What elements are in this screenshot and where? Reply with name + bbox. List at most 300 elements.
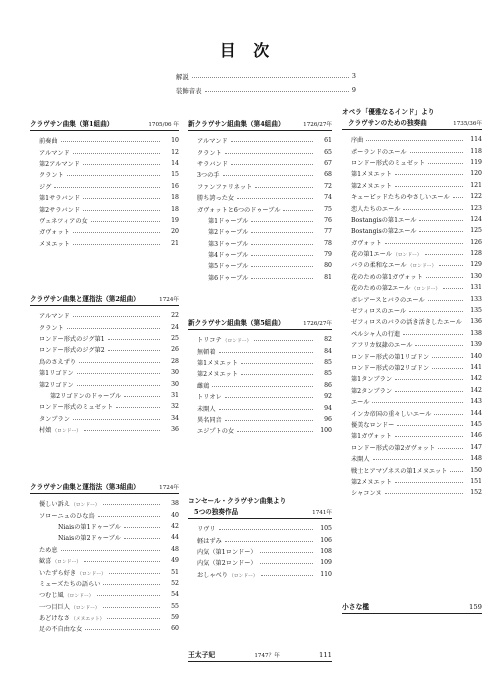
entry-title-text: つむじ風	[39, 592, 64, 600]
toc-entry[interactable]	[188, 238, 332, 249]
toc-entry[interactable]	[188, 215, 332, 226]
entry-title-text: 第1タンブラン	[351, 376, 393, 384]
entry-title	[351, 135, 363, 144]
dot-leader	[432, 368, 463, 369]
entry-page: 60	[171, 625, 179, 633]
toc-entry[interactable]	[342, 407, 482, 418]
entry-form-note: （ロンドー）	[392, 253, 422, 259]
toc-entry[interactable]	[342, 214, 482, 225]
entry-page: 120	[470, 170, 482, 178]
toc-entry[interactable]	[30, 521, 179, 532]
dot-leader	[255, 187, 313, 188]
entry-title-text: リヴリ	[197, 526, 216, 534]
small-cage-entry[interactable]	[342, 601, 482, 614]
entry-title-text: ガヴォット	[39, 229, 70, 237]
dot-leader	[73, 153, 160, 154]
toc-entry[interactable]	[30, 498, 179, 509]
toc-entry[interactable]	[30, 390, 179, 401]
entry-title-text: ポーランドのエール	[351, 148, 407, 156]
entry-page: 16	[171, 182, 179, 190]
dot-leader	[124, 538, 160, 539]
entry-title-text: Niaisの第2ドゥーブル	[58, 535, 121, 543]
toc-entry[interactable]	[30, 378, 179, 389]
toc-entry[interactable]	[30, 566, 179, 577]
toc-entry[interactable]	[342, 453, 482, 464]
dot-leader	[372, 402, 463, 403]
entry-title	[351, 295, 425, 304]
toc-entry[interactable]	[30, 544, 179, 555]
entry-title-text: 鳥のさえずり	[39, 358, 77, 366]
toc-entry[interactable]	[188, 523, 332, 534]
toc-entry[interactable]	[30, 215, 179, 226]
dot-leader	[73, 244, 160, 245]
entry-title	[39, 239, 70, 248]
toc-column-2d	[188, 649, 332, 662]
entry-title-text: アフリカ奴隷のエール	[351, 342, 413, 350]
toc-entry[interactable]	[342, 157, 482, 168]
toc-entry[interactable]	[342, 305, 482, 316]
toc-entry[interactable]	[342, 293, 482, 304]
entry-title	[39, 499, 100, 508]
toc-entry[interactable]	[342, 248, 482, 259]
entry-page: 96	[324, 415, 332, 423]
dot-leader	[73, 419, 160, 420]
entry-title	[208, 216, 248, 225]
entry-form-note: （ロンドー）	[407, 264, 437, 270]
dot-leader	[251, 244, 313, 245]
dot-leader	[67, 175, 160, 176]
toc-entry[interactable]	[188, 425, 332, 436]
entry-page: 20	[171, 228, 179, 236]
dot-leader	[98, 516, 160, 517]
toc-entry[interactable]	[30, 321, 179, 332]
toc-entry[interactable]	[30, 181, 179, 192]
dot-leader	[261, 575, 313, 576]
entry-page: 126	[470, 238, 482, 246]
toc-entry[interactable]	[30, 310, 179, 321]
dot-leader	[432, 357, 463, 358]
toc-entry[interactable]	[342, 442, 482, 453]
entry-title-text: サラバンド	[197, 160, 228, 168]
dot-leader	[260, 552, 313, 553]
dot-leader	[426, 277, 463, 278]
dauphine-entry[interactable]	[188, 649, 332, 662]
entry-page: 42	[171, 522, 179, 530]
entry-page: 123	[470, 204, 482, 212]
entry-page: 59	[171, 614, 179, 622]
toc-entry[interactable]	[188, 334, 332, 345]
dot-leader	[231, 164, 313, 165]
entry-title	[197, 205, 280, 214]
toc-entry[interactable]	[30, 532, 179, 543]
toc-entry[interactable]	[188, 146, 332, 157]
dot-leader	[409, 311, 463, 312]
entry-page: 147	[470, 443, 482, 451]
dot-leader	[419, 231, 463, 232]
toc-entry[interactable]	[188, 414, 332, 425]
entry-title-text: ソローニュのひな鳥	[39, 512, 95, 520]
toc-entry[interactable]	[188, 260, 332, 271]
entry-title-text: 花のための第2エール	[351, 285, 411, 293]
toc-entry[interactable]	[342, 339, 482, 350]
toc-entry[interactable]	[30, 413, 179, 424]
entry-page: 119	[470, 158, 482, 166]
entry-page: 3	[351, 72, 356, 80]
entry-page: 65	[324, 148, 332, 156]
toc-entry[interactable]	[342, 134, 482, 145]
dot-leader	[385, 493, 463, 494]
entry-title-text: 第4ドゥーブル	[208, 252, 249, 260]
entry-title	[39, 193, 80, 202]
toc-entry[interactable]	[342, 237, 482, 248]
toc-entry[interactable]	[342, 362, 482, 373]
section-heading	[188, 118, 332, 131]
entry-page: 75	[324, 205, 332, 213]
entry-title	[197, 182, 252, 191]
entry-title-text: メヌエット	[39, 240, 70, 248]
toc-entry[interactable]	[188, 203, 332, 214]
toc-entry[interactable]	[30, 192, 179, 203]
toc-column-3b	[342, 601, 482, 614]
entry-title-text: 第5ドゥーブル	[208, 263, 249, 271]
section-heading	[342, 117, 482, 130]
toc-entry[interactable]	[30, 203, 179, 214]
entry-page: 48	[171, 545, 179, 553]
entry-page: 121	[470, 181, 482, 189]
toc-entry[interactable]	[30, 226, 179, 237]
toc-entry[interactable]	[342, 350, 482, 361]
entry-form-note: （ロンドー）	[52, 560, 82, 566]
entry-title	[39, 345, 105, 354]
entry-title	[351, 420, 394, 429]
dot-leader	[73, 316, 160, 317]
entry-title	[351, 477, 392, 486]
entry-title-text: ため息	[39, 546, 58, 554]
section-title: 新クラヴサン組曲集（第4組曲）	[188, 120, 285, 128]
entry-page: 135	[470, 307, 482, 315]
dot-leader	[237, 431, 313, 432]
toc-entry[interactable]	[342, 464, 482, 475]
toc-entry[interactable]	[188, 557, 332, 568]
toc-entry[interactable]	[188, 546, 332, 557]
toc-entry[interactable]	[188, 368, 332, 379]
section-title: 新クラヴサン組曲集（第5組曲）	[188, 319, 285, 327]
entry-title-text: いたずら好き	[39, 569, 77, 577]
entry-title-text: 戦士とアマゾネスの第1メヌエット	[351, 467, 448, 475]
dot-leader	[91, 221, 160, 222]
entry-title-text: ミューズたちの語らい	[39, 580, 101, 588]
toc-entry[interactable]	[342, 419, 482, 430]
dot-leader	[415, 345, 463, 346]
toc-entry[interactable]	[188, 345, 332, 356]
dot-leader	[254, 340, 313, 341]
toc-entry[interactable]	[342, 271, 482, 282]
entry-form-note: （ロンドー）	[64, 594, 94, 600]
toc-entry[interactable]	[342, 476, 482, 487]
concert-section	[188, 496, 332, 580]
entry-page: 72	[324, 182, 332, 190]
entry-page: 55	[171, 602, 179, 610]
entry-title	[351, 158, 425, 167]
entry-year: 1747？年	[254, 653, 280, 659]
toc-entry[interactable]	[188, 181, 332, 192]
entry-page: 148	[470, 455, 482, 463]
entry-title-text: 優美なロンドー	[351, 421, 395, 429]
entry-title	[351, 466, 447, 475]
toc-entry[interactable]	[30, 146, 179, 157]
entry-title	[39, 323, 64, 332]
dot-leader	[225, 397, 313, 398]
entry-form-note: （ロンドー）	[222, 339, 252, 345]
entry-page: 111	[319, 651, 332, 659]
dot-leader	[419, 220, 463, 221]
section-heading	[30, 118, 179, 131]
toc-entry[interactable]	[188, 249, 332, 260]
toc-column-2b	[188, 317, 332, 437]
toc-entry[interactable]	[342, 430, 482, 441]
dot-leader	[395, 174, 463, 175]
entry-title-text: ロンドー形式のミュゼット	[39, 404, 114, 412]
entry-page: 159	[469, 603, 482, 611]
toc-entry[interactable]	[30, 356, 179, 367]
toc-entry[interactable]	[342, 225, 482, 236]
toc-entry[interactable]	[188, 534, 332, 545]
toc-entry[interactable]	[30, 555, 179, 566]
entry-title-text: ファンファリネット	[197, 183, 253, 191]
dot-leader	[231, 141, 313, 142]
dot-leader	[223, 175, 314, 176]
toc-entry[interactable]	[30, 158, 179, 169]
entry-page: 145	[470, 420, 482, 428]
toc-entry[interactable]	[30, 601, 179, 612]
toc-entry[interactable]	[188, 158, 332, 169]
entry-title	[351, 329, 400, 338]
toc-entry[interactable]	[342, 202, 482, 213]
entry-title	[39, 568, 106, 577]
toc-entry[interactable]	[188, 272, 332, 283]
dot-leader	[108, 350, 160, 351]
entry-page: 81	[324, 273, 332, 281]
entry-title	[351, 397, 369, 406]
toc-column-1c	[30, 481, 179, 635]
entry-page: 144	[470, 409, 482, 417]
dot-leader	[439, 265, 463, 266]
entry-title-text: 第1メヌエット	[197, 359, 238, 367]
entry-page: 21	[171, 239, 179, 247]
entry-title	[197, 536, 222, 545]
entry-page: 136	[470, 318, 482, 326]
toc-entry[interactable]	[188, 169, 332, 180]
toc-entry[interactable]	[30, 135, 179, 146]
entry-title	[39, 227, 70, 236]
entry-title-text: おしゃべり	[197, 571, 228, 579]
toc-entry[interactable]	[30, 238, 179, 249]
dot-leader	[124, 527, 160, 528]
entry-title-text: ゼフィロスのバラの活き活きしたエール	[351, 319, 462, 327]
entry-page: 38	[171, 500, 179, 508]
dot-leader	[366, 140, 463, 141]
entry-title-text: ガヴォット	[351, 239, 382, 247]
entry-title-text: ロンドー形式の第2リゴドン	[351, 365, 430, 372]
entry-title-text: ペルシャ人の行進	[351, 330, 401, 338]
dot-leader	[107, 618, 160, 619]
entry-title	[351, 215, 416, 224]
toc-entry[interactable]	[30, 169, 179, 180]
section-heading	[188, 317, 332, 330]
toc-entry[interactable]	[30, 424, 179, 435]
dot-leader	[84, 430, 160, 431]
intro-list	[176, 69, 356, 97]
toc-entry[interactable]	[342, 316, 482, 327]
toc-entry[interactable]	[342, 385, 482, 396]
entry-title	[50, 391, 121, 400]
entry-page: 131	[470, 284, 482, 292]
dot-leader	[83, 198, 160, 199]
entry-page: 108	[320, 547, 332, 555]
dot-leader	[103, 584, 160, 585]
toc-column-3	[342, 107, 482, 499]
entry-page: 130	[470, 272, 482, 280]
toc-entry[interactable]	[342, 328, 482, 339]
entry-title-text: 前奏曲	[39, 138, 58, 146]
entry-form-note: （ロンドー）	[52, 429, 82, 435]
entry-page: 18	[171, 205, 179, 213]
toc-entry[interactable]	[30, 589, 179, 600]
entry-title-text: 内気（第2ロンドー）	[197, 560, 257, 568]
dot-leader	[453, 197, 463, 198]
toc-entry-commentary[interactable]	[176, 69, 356, 83]
dot-leader	[403, 209, 463, 210]
entry-title-text: Niaisの第1ドゥーブル	[58, 523, 121, 531]
entry-title-text: 第2ドゥーブル	[208, 229, 249, 237]
toc-entry[interactable]	[30, 612, 179, 623]
entry-title-text: ロンドー形式の第2ガヴォット	[351, 444, 436, 452]
entry-title-text: トリオレ	[197, 394, 222, 402]
section-preheading: コンセール・クラヴサン曲集より	[188, 497, 287, 505]
entry-page: 54	[171, 591, 179, 599]
entry-title-text: 無頓着	[197, 348, 216, 356]
dot-leader	[83, 164, 160, 165]
section-year: 1724年	[159, 485, 179, 491]
entry-page: 142	[470, 386, 482, 394]
entry-page: 118	[470, 147, 482, 155]
toc-entry[interactable]	[30, 578, 179, 589]
toc-entry[interactable]	[342, 145, 482, 156]
entry-page: 139	[470, 341, 482, 349]
entry-title-text: 未開人	[197, 405, 216, 413]
toc-entry[interactable]	[188, 569, 332, 580]
entry-title	[351, 374, 392, 383]
entry-title	[208, 261, 248, 270]
toc-entry[interactable]	[188, 226, 332, 237]
toc-entry[interactable]	[188, 391, 332, 402]
entry-page: 114	[470, 136, 482, 144]
toc-entry[interactable]	[30, 344, 179, 355]
entry-form-note: （ロンドー）	[70, 605, 100, 611]
entry-title	[197, 392, 222, 401]
dot-leader	[251, 221, 313, 222]
entry-title-text: 3つの手	[197, 172, 220, 180]
toc-entry[interactable]	[30, 509, 179, 520]
toc-entry[interactable]	[342, 180, 482, 191]
entry-title	[39, 205, 80, 214]
toc-entry[interactable]	[342, 282, 482, 293]
toc-entry[interactable]	[30, 333, 179, 344]
entry-title	[197, 159, 228, 168]
entry-page: 122	[470, 193, 482, 201]
entry-title-text: 恋人たちのエール	[351, 205, 401, 213]
entry-page: 79	[324, 251, 332, 259]
entry-title-text: Bostangisの第2エール	[351, 228, 417, 236]
toc-column-1b	[30, 293, 179, 435]
entry-title	[351, 260, 436, 269]
dot-leader	[241, 374, 313, 375]
entry-title-text: 第1メヌエット	[351, 171, 392, 179]
entry-title-text: ロンドー形式のミュゼット	[351, 159, 426, 167]
section-title: クラヴサン曲集（第1組曲）	[30, 120, 114, 128]
entry-title	[351, 454, 370, 463]
dot-leader	[124, 396, 160, 397]
toc-entry[interactable]	[30, 367, 179, 378]
dot-leader	[428, 163, 463, 164]
section-heading	[30, 293, 179, 306]
entry-page: 100	[320, 427, 332, 435]
entry-page: 76	[324, 216, 332, 224]
section-year: 1726/27年	[303, 321, 332, 327]
entry-title	[351, 306, 406, 315]
entry-title-text: 花のための第1ガヴォット	[351, 273, 423, 281]
toc-entry[interactable]	[342, 373, 482, 384]
opera-section	[342, 107, 482, 499]
entry-page: 140	[470, 352, 482, 360]
entry-title	[351, 386, 392, 395]
toc-entry[interactable]	[188, 402, 332, 413]
entry-page: 143	[470, 398, 482, 406]
toc-entry[interactable]	[30, 623, 179, 634]
entry-title-text: トリコテ	[197, 337, 222, 345]
entry-title	[58, 522, 121, 531]
toc-entry[interactable]	[30, 401, 179, 412]
entry-page: 49	[171, 557, 179, 565]
toc-entry[interactable]	[188, 357, 332, 368]
section-title: クラヴサン曲集と運指法（第2組曲）	[30, 295, 140, 303]
toc-entry[interactable]	[342, 191, 482, 202]
entry-page: 80	[324, 262, 332, 270]
entry-title-text: タンブラン	[39, 415, 70, 423]
entry-page: 138	[470, 329, 482, 337]
entry-title	[39, 311, 70, 320]
toc-entry[interactable]	[188, 380, 332, 391]
toc-entry-ornament-table[interactable]	[176, 83, 356, 97]
toc-entry[interactable]	[342, 487, 482, 498]
entry-page: 92	[324, 393, 332, 401]
entry-title	[39, 148, 70, 157]
entry-title	[39, 556, 81, 565]
entry-title-text: ゼフィロスのエール	[351, 308, 407, 316]
toc-entry[interactable]	[342, 168, 482, 179]
section-title: クラヴサンのための独奏曲	[348, 119, 427, 127]
toc-entry[interactable]	[342, 396, 482, 407]
entry-page: 61	[324, 137, 332, 145]
toc-entry[interactable]	[188, 192, 332, 203]
entry-title-text: 第2サラバンド	[39, 206, 81, 214]
entry-page: 26	[171, 346, 179, 354]
toc-entry[interactable]	[342, 259, 482, 270]
toc-entry[interactable]	[188, 135, 332, 146]
entry-title	[208, 250, 248, 259]
entry-title-text: ロンドー形式のジグ第1	[39, 335, 105, 343]
entry-title	[197, 558, 257, 567]
